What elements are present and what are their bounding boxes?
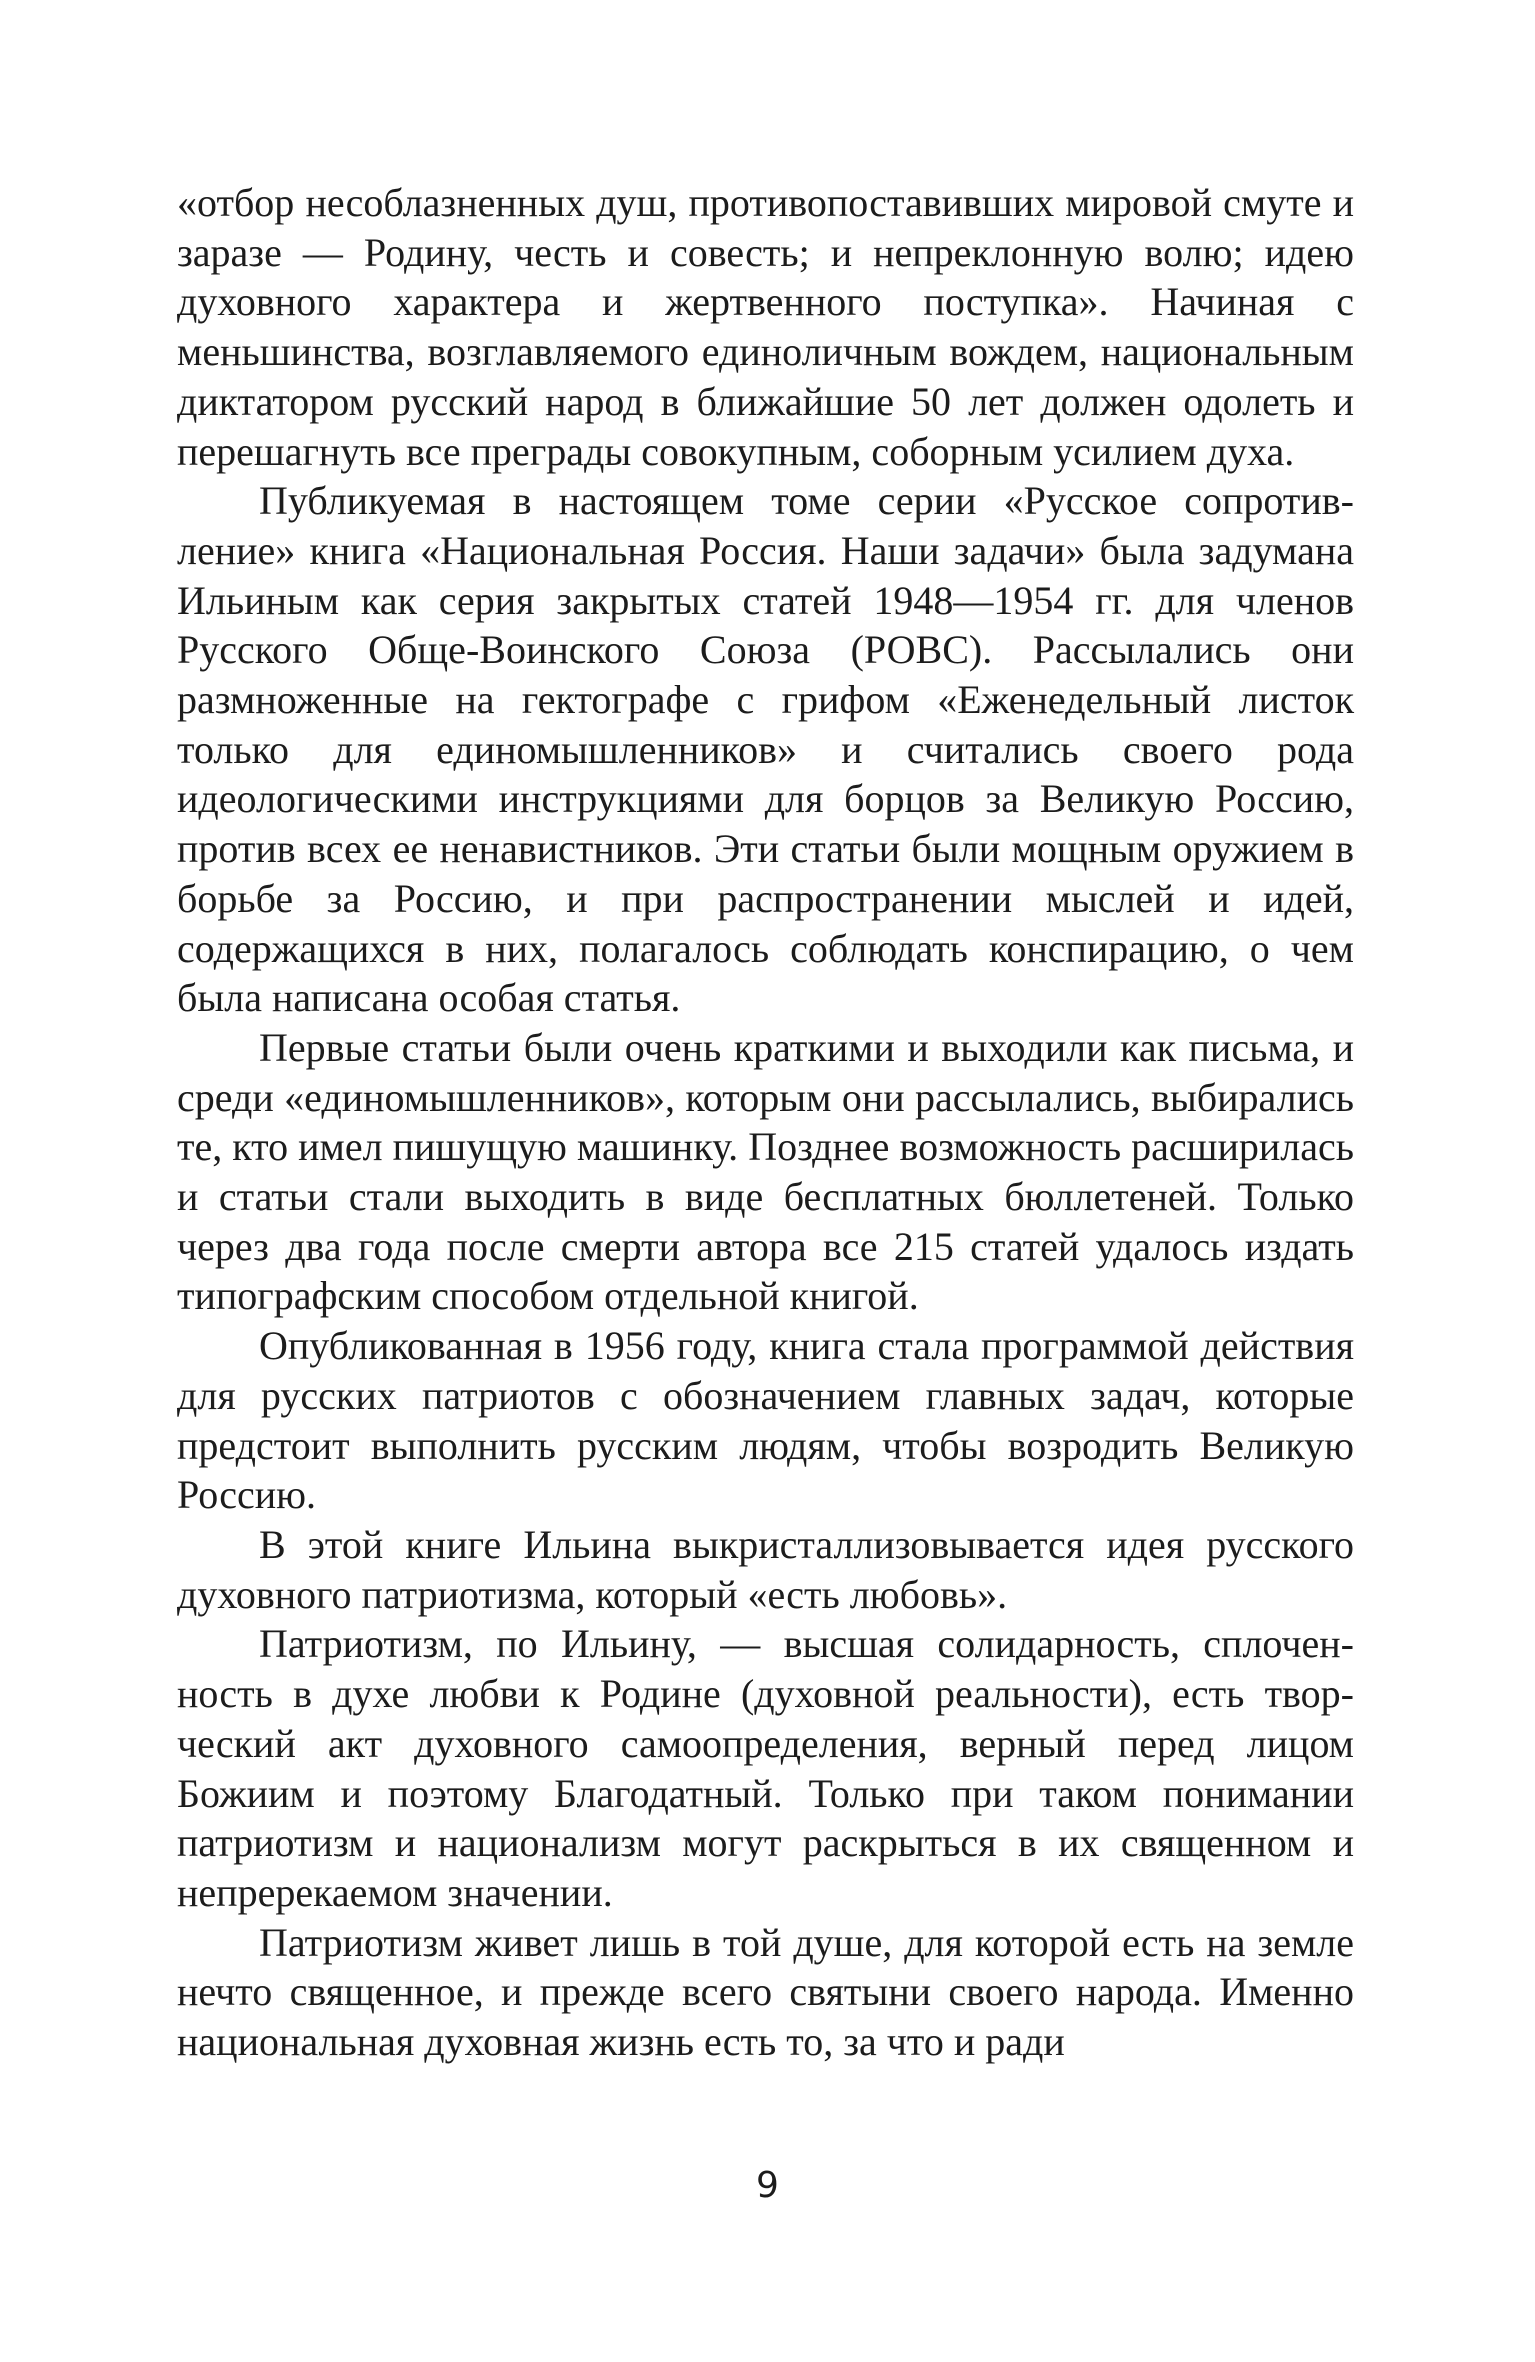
paragraph: Публикуемая в настоящем томе серии «Русское сопротивление» книга «Национальная Россия. Наши задачи» была задумана Ильиным как серия закрытых статей 1948—1954 гг. для членов Русского Обще-Воинского Союза (РОВС). Рассылались они размноженные на гектографе с грифом «Еженедельный листок только для единомышленников» и считались своего рода идеологическими инструкциями для борцов за Великую Россию, против всех ее ненавистников. Эти статьи были мощным оружием в борьбе за Россию, и при распространении мыслей и идей, содержащихся в них, полагалось соблюдать конспирацию, о чем была написана особая статья. [177,478,1354,1021]
paragraph: Патриотизм живет лишь в той душе, для которой есть на земле нечто священное, и прежде всего святыни своего народа. Именно национальная духовная жизнь есть то, за что и ради [177,1919,1354,2065]
paragraph: В этой книге Ильина выкристаллизовывается идея русского духовного патриотизма, который «есть любовь». [177,1521,1354,1617]
paragraph: Первые статьи были очень краткими и выходили как письма, и среди «единомышленников», которым они рассылались, выбирались те, кто имел пишущую машинку. Позднее возможность расширилась и статьи стали выходить в виде бесплатных бюллетеней. Только через два года после смерти автора все 215 статей удалось издать типографским способом отдельной книгой. [177,1024,1354,1319]
page-number: 9 [756,2165,779,2206]
paragraph: Патриотизм, по Ильину, — высшая солидарность, сплоченность в духе любви к Родине (духовной реальности), есть творческий акт духовного самоопределения, верный перед лицом Божиим и поэтому Благодатный. Только при таком понимании патриотизм и национализм могут раскрыться в их священном и непререкаемом значении. [177,1621,1354,1915]
paragraph-continued: «отбор несоблазненных душ, противопоставивших мировой смуте и заразе — Родину, честь и совесть; и непреклонную волю; идею духовного характера и жертвенного поступка». Начиная с меньшинства, возглавляемого единоличным вождем, национальным диктатором русский народ в ближайшие 50 лет должен одолеть и перешагнуть все преграды совокупным, соборным усилием духа. [177,180,1354,474]
paragraph: Опубликованная в 1956 году, книга стала программой действия для русских патриотов с обозначением главных задач, которые предстоит выполнить русским людям, чтобы возродить Великую Россию. [177,1323,1354,1518]
page-text-body [177,178,1354,2067]
